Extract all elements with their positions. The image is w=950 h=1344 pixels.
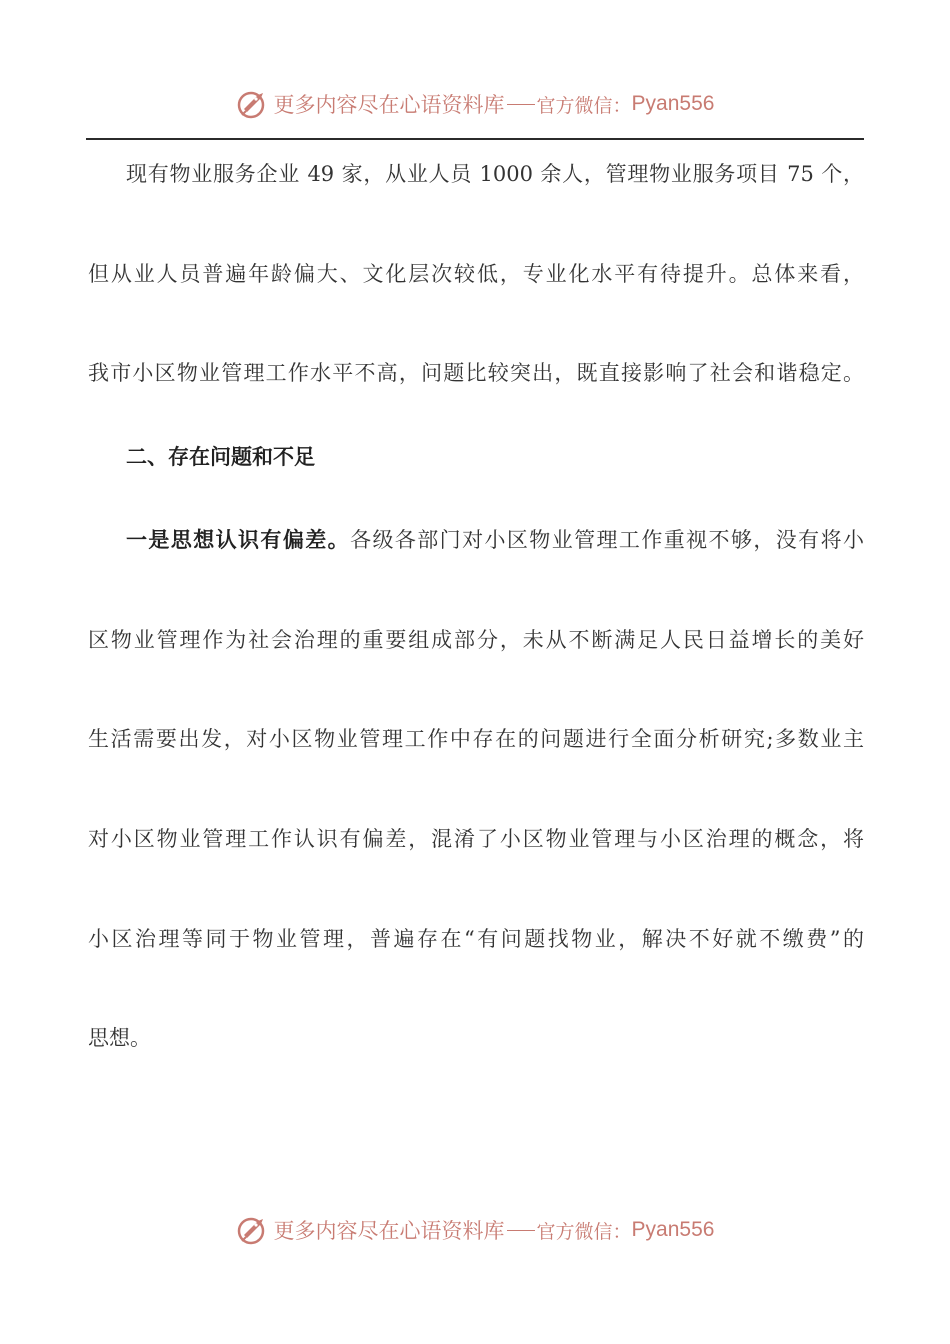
header-banner	[0, 84, 950, 124]
body-line: 对小区物业管理工作认识有偏差，混淆了小区物业管理与小区治理的概念，将	[88, 827, 864, 851]
body-line: 生活需要出发，对小区物业管理工作中存在的问题进行全面分析研究;多数业主	[88, 727, 864, 751]
footer-brand-text: 更多内容尽在心语资料库	[273, 1219, 505, 1243]
pen-nib-logo-icon	[236, 87, 270, 121]
pen-nib-logo-icon	[236, 1213, 270, 1247]
body-line: 但从业人员普遍年龄偏大、文化层次较低，专业化水平有待提升。总体来看，	[88, 262, 864, 286]
footer-banner	[0, 1210, 950, 1250]
body-line: 现有物业服务企业 49 家，从业人员 1000 余人，管理物业服务项目 75 个，	[126, 162, 864, 186]
header-wechat-id: Pyan556	[631, 92, 715, 115]
footer-wechat-label: 官方微信：	[536, 1220, 632, 1243]
section-heading: 二、存在问题和不足	[126, 444, 315, 469]
header-brand-text: 更多内容尽在心语资料库	[273, 93, 505, 117]
body-line: 区物业管理作为社会治理的重要组成部分，未从不断满足人民日益增长的美好	[88, 628, 864, 652]
body-line: 小区治理等同于物业管理，普遍存在“有问题找物业，解决不好就不缴费”的	[88, 927, 864, 951]
header-wechat-label: 官方微信：	[536, 94, 632, 117]
body-line-lead	[88, 524, 864, 554]
header-rule	[86, 138, 864, 140]
lead-rest: 各级各部门对小区物业管理工作重视不够，没有将小	[350, 528, 864, 552]
footer-dash	[507, 1230, 535, 1231]
lead-phrase: 一是思想认识有偏差。	[126, 527, 351, 552]
header-dash	[507, 104, 535, 105]
body-line: 思想。	[88, 1026, 151, 1050]
footer-wechat-id: Pyan556	[631, 1218, 715, 1241]
body-line: 我市小区物业管理工作水平不高，问题比较突出，既直接影响了社会和谐稳定。	[88, 361, 864, 385]
